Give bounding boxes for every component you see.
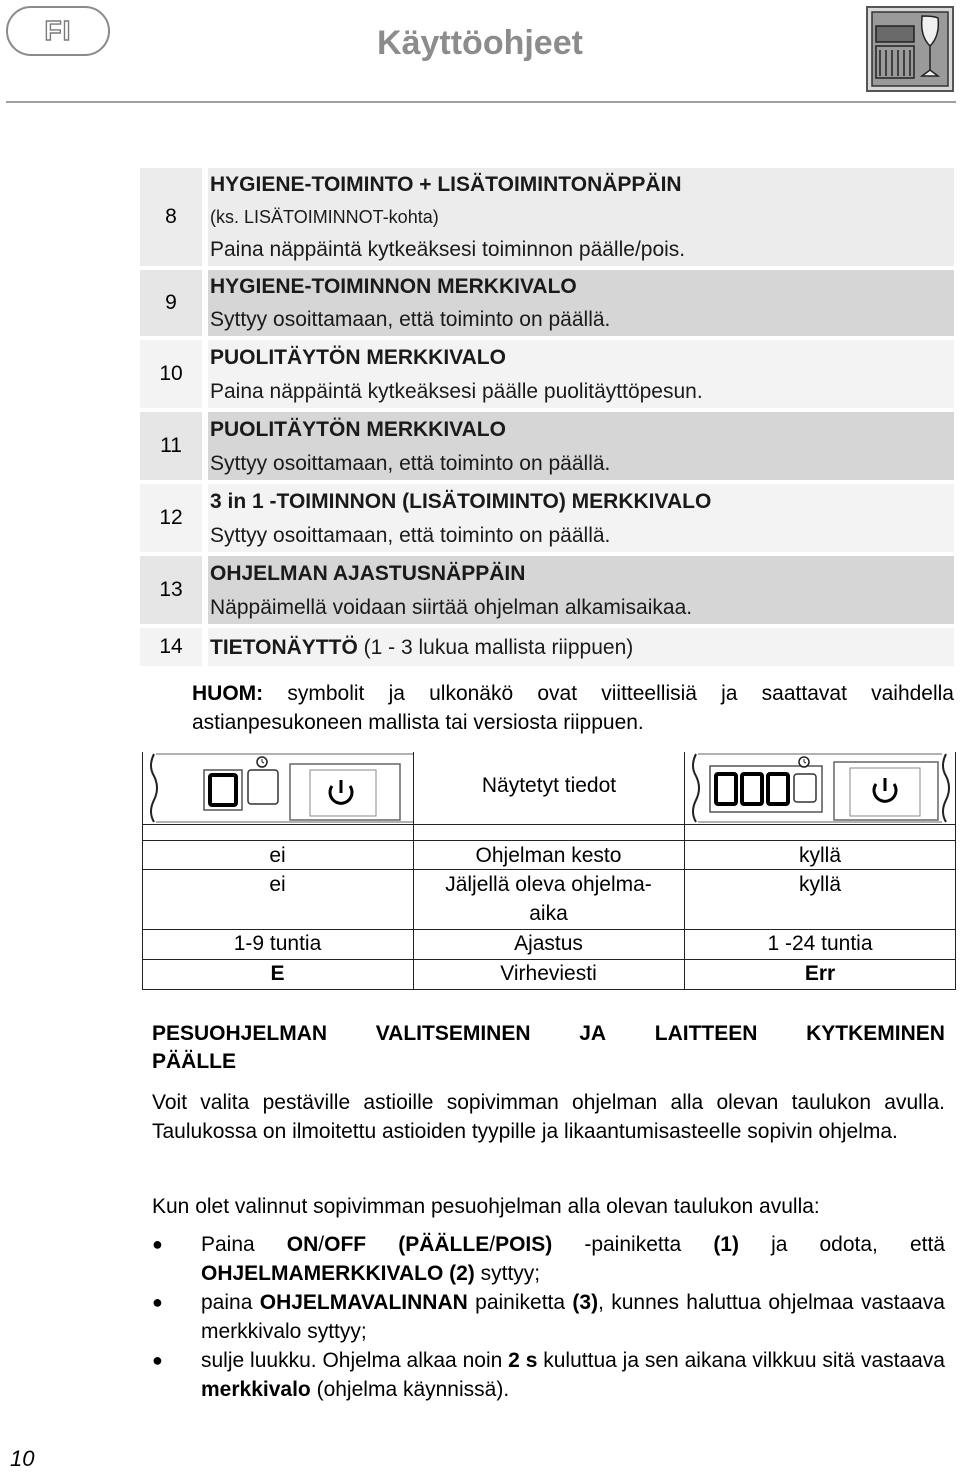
section-title-line-2: PÄÄLLE — [152, 1050, 236, 1073]
section-title-part: JA — [579, 1022, 607, 1045]
component-number: 9 — [140, 270, 202, 336]
component-text: Paina näppäintä kytkeäksesi toiminnon päälle/pois. — [210, 238, 686, 261]
table-rule — [142, 989, 956, 990]
component-title: PUOLITÄYTÖN MERKKIVALO — [210, 418, 506, 441]
language-code: FI — [44, 15, 72, 46]
component-text: Syttyy osoittamaan, että toiminto on päällä. — [210, 452, 611, 475]
component-title: HYGIENE-TOIMINNON MERKKIVALO — [210, 275, 577, 298]
component-row-8 — [140, 168, 954, 266]
page-title: Käyttöohjeet — [377, 24, 583, 62]
component-number: 12 — [140, 484, 202, 552]
component-description — [208, 556, 954, 624]
bullet-icon: ● — [152, 1292, 163, 1312]
component-text: Syttyy osoittamaan, että toiminto on päällä. — [210, 524, 611, 547]
triple-digit-display — [716, 774, 788, 804]
page-number: 10 — [10, 1446, 35, 1471]
component-title: 3 in 1 -TOIMINNON (LISÄTOIMINTO) MERKKIVALO — [210, 490, 712, 513]
component-text: Paina näppäintä kytkeäksesi päälle puolitäyttöpesun. — [210, 380, 703, 403]
component-text: Näppäimellä voidaan siirtää ohjelman alkamisaikaa. — [210, 596, 693, 619]
table-cell: Err — [804, 962, 836, 985]
table-cell: Virheviesti — [500, 962, 597, 985]
table-cell: Jäljellä oleva ohjelma- — [445, 873, 652, 896]
component-note: (ks. LISÄTOIMINNOT-kohta) — [210, 207, 439, 227]
component-title: PUOLITÄYTÖN MERKKIVALO — [210, 346, 506, 369]
display-info-table — [142, 752, 956, 990]
table-cell: ei — [269, 844, 286, 867]
table-rule — [142, 824, 956, 825]
dishwasher-glass-icon — [866, 6, 954, 92]
component-row-11 — [140, 412, 954, 480]
table-cell: E — [270, 962, 285, 985]
table-rule — [142, 929, 956, 930]
section-title-part: KYTKEMINEN — [806, 1022, 945, 1045]
component-row-14 — [140, 628, 954, 666]
component-row-13 — [140, 556, 954, 624]
component-description — [208, 484, 954, 552]
table-cell: kyllä — [798, 873, 841, 896]
component-number: 11 — [140, 412, 202, 480]
component-row-12 — [140, 484, 954, 552]
section-title-source — [152, 1022, 153, 1023]
table-cell: aika — [529, 902, 568, 925]
component-row-9 — [140, 270, 954, 336]
component-description — [208, 270, 954, 336]
section-paragraph-1: Voit valita pestäville astioille sopivimman ohjelman alla olevan taulukon avulla. Taulukossa on ilmoitettu astioiden tyypille ja likaantumisasteelle sopivin ohjelma. — [152, 1091, 945, 1143]
component-description — [208, 168, 954, 266]
component-number: 14 — [140, 628, 202, 666]
table-rule — [142, 840, 956, 841]
table-cell: 1 -24 tuntia — [767, 932, 873, 955]
component-description — [208, 340, 954, 408]
component-description — [208, 628, 954, 666]
table-cell: 1-9 tuntia — [233, 932, 322, 955]
table-cell: Ohjelman kesto — [475, 844, 622, 867]
component-number: 8 — [140, 168, 202, 266]
note-text: symbolit ja ulkonäkö ovat viitteellisiä ja saattavat vaihdella astianpesukoneen mallista tai versiosta riippuen. — [192, 682, 954, 734]
table-cell: Ajastus — [514, 932, 583, 955]
bullet-item-3: sulje luukku. Ohjelma alkaa noin 2 s kuluttua ja sen aikana vilkkuu sitä vastaava merkkivalo (ohjelma käynnissä). — [201, 1349, 945, 1401]
display-header: Näytetyt tiedot — [481, 774, 617, 797]
section-title-part: PESUOHJELMAN — [152, 1022, 328, 1045]
component-title: OHJELMAN AJASTUSNÄPPÄIN — [210, 562, 526, 585]
section-title-part: LAITTEEN — [654, 1022, 758, 1045]
component-title: HYGIENE-TOIMINTO + LISÄTOIMINTONÄPPÄIN — [210, 173, 682, 196]
component-row-10 — [140, 340, 954, 408]
single-digit-display — [216, 774, 242, 804]
component-description — [208, 412, 954, 480]
component-number: 10 — [140, 340, 202, 408]
section-paragraph-2: Kun olet valinnut sopivimman pesuohjelman alla olevan taulukon avulla: — [152, 1195, 820, 1218]
note-paragraph — [192, 679, 954, 737]
table-rule — [142, 959, 956, 960]
header-divider — [6, 101, 956, 103]
table-cell: ei — [269, 873, 286, 896]
bullet-item-1: Paina ON/OFF (PÄÄLLE/POIS) -painiketta (1) ja odota, että OHJELMAMERKKIVALO (2) syttyy; — [201, 1233, 945, 1285]
component-text: Syttyy osoittamaan, että toiminto on päällä. — [210, 308, 611, 331]
table-rule — [142, 869, 956, 870]
table-cell: kyllä — [798, 844, 841, 867]
component-text: (1 - 3 lukua mallista riippuen) — [363, 636, 634, 659]
note-label: HUOM: — [192, 682, 264, 705]
component-number: 13 — [140, 556, 202, 624]
section-title-part: VALITSEMINEN — [375, 1022, 531, 1045]
bullet-icon: ● — [152, 1350, 163, 1370]
component-title: TIETONÄYTTÖ — [210, 636, 358, 659]
bullet-icon: ● — [152, 1234, 163, 1254]
control-panel-single-digit — [144, 752, 414, 824]
section-title-line-1 — [152, 1022, 945, 1046]
bullet-item-2: paina OHJELMAVALINNAN painiketta (3), kunnes haluttua ohjelmaa vastaava merkkivalo syttyy; — [201, 1291, 945, 1343]
